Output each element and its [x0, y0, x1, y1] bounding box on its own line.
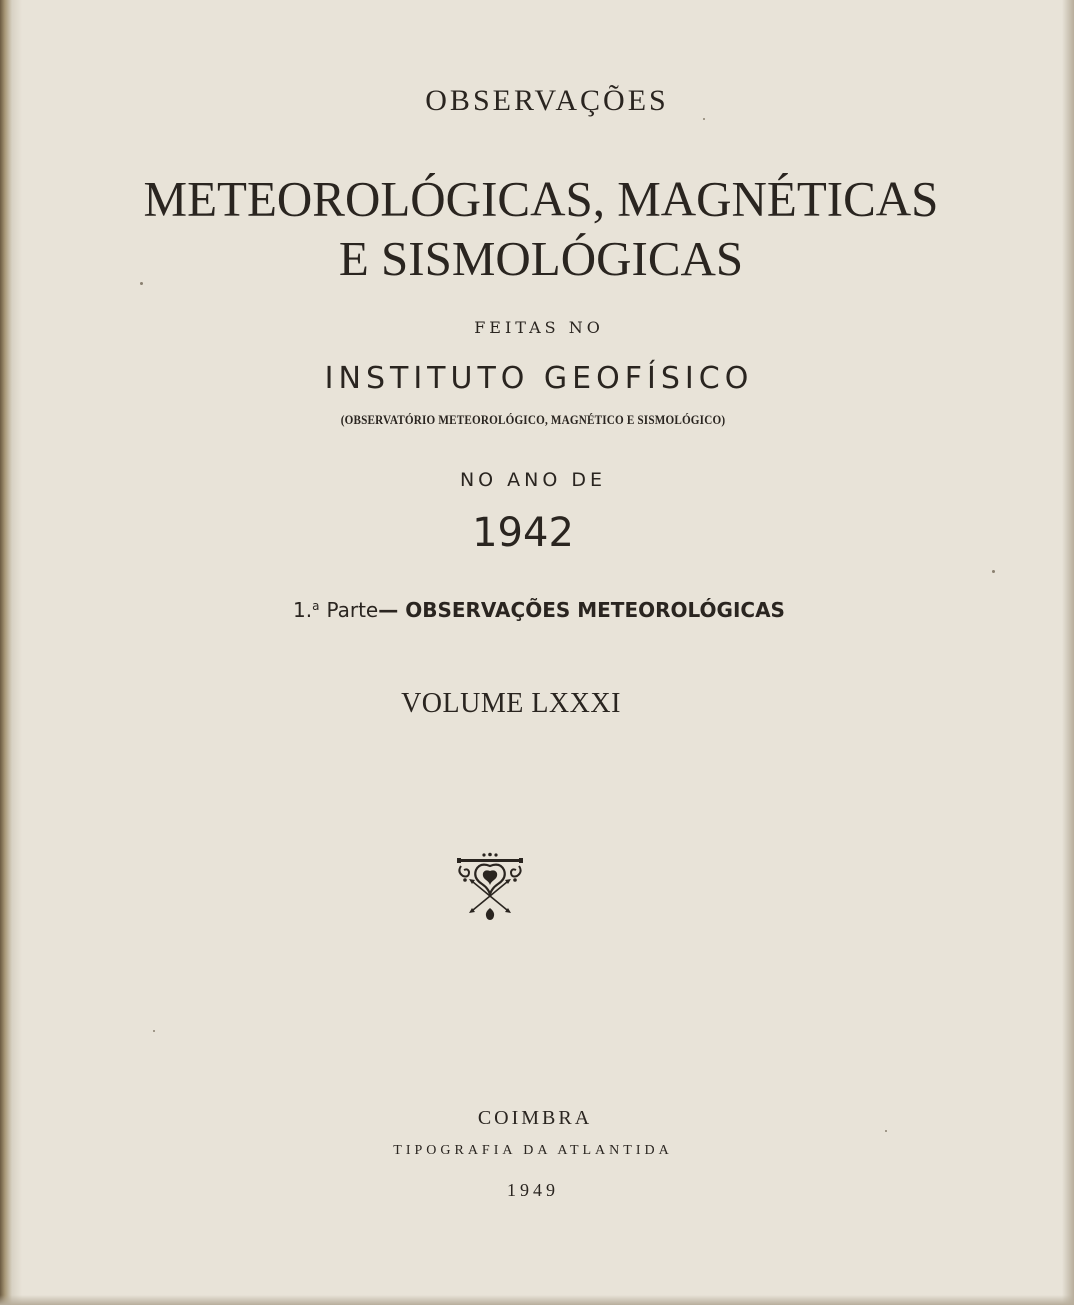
- paper-speck: [885, 1130, 887, 1132]
- page-edge-bottom: [0, 1295, 1074, 1305]
- part-heading: [2, 598, 1074, 622]
- paper-speck: [992, 570, 995, 573]
- part-word: Parte: [326, 598, 379, 622]
- paper-speck: [703, 118, 705, 120]
- institution-subtitle: (OBSERVATÓRIO METEOROLÓGICO, MAGNÉTICO E SISMOLÓGICO): [340, 412, 726, 427]
- feitas-no-label: FEITAS NO: [474, 318, 604, 337]
- part-title: — OBSERVAÇÕES METEOROLÓGICAS: [378, 598, 785, 622]
- observation-year: 1942: [472, 510, 574, 556]
- no-ano-de-label: NO ANO DE: [459, 469, 607, 491]
- part-number: 1.: [293, 598, 313, 622]
- printers-ornament-icon: [455, 852, 525, 922]
- imprint-printer: TIPOGRAFIA DA ATLANTIDA: [393, 1143, 673, 1158]
- paper-speck: [153, 1030, 155, 1032]
- imprint-year: 1949: [507, 1180, 559, 1200]
- title-line-observacoes: OBSERVAÇÕES: [425, 84, 669, 117]
- institution-name: INSTITUTO GEOFÍSICO: [324, 361, 754, 396]
- volume-number: VOLUME LXXXI: [401, 688, 621, 719]
- imprint-city: COIMBRA: [477, 1107, 593, 1129]
- part-ordinal: a: [312, 599, 320, 613]
- title-line-sismologicas: E SISMOLÓGICAS: [338, 231, 744, 286]
- title-line-meteorologicas: METEOROLÓGICAS, MAGNÉTICAS: [143, 170, 939, 227]
